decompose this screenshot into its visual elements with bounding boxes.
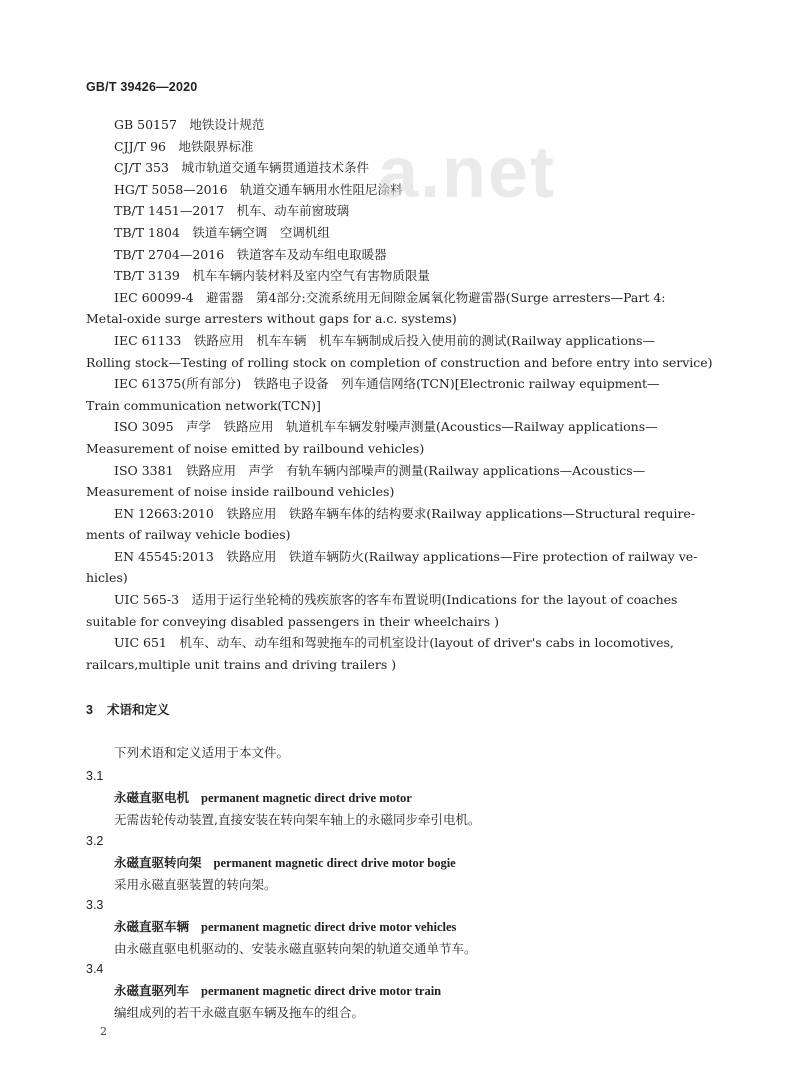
watermark: a.net [378,133,557,213]
reference-line: GB 50157 地铁设计规范 [114,117,265,132]
term-number: 3.2 [86,834,104,848]
reference-item [86,244,706,266]
reference-item [86,416,706,459]
reference-item [86,179,706,201]
reference-line-continued: Rolling stock—Testing of rolling stock on completion of construction and before entry into service) [86,354,713,370]
term-entry [86,895,706,959]
reference-line: CJJ/T 96 地铁限界标准 [114,138,254,154]
term-name-zh: 永磁直驱转向架 [114,855,202,870]
term-entry [86,831,706,895]
reference-item [86,136,706,158]
term-definition: 无需齿轮传动装置,直接安装在转向架车轴上的永磁同步牵引电机。 [114,812,481,827]
reference-item [86,265,706,287]
reference-line-continued: suitable for conveying disabled passengers in their wheelchairs ) [86,613,499,629]
term-number: 3.4 [86,962,104,976]
term-entry [86,959,706,1023]
term-name-en: permanent magnetic direct drive motor train [201,984,442,998]
term-name [86,852,706,874]
reference-line: CJ/T 353 城市轨道交通车辆贯通道技术条件 [114,160,369,176]
reference-line: ISO 3095 声学 铁路应用 轨道机车车辆发射噪声测量(Acoustics—Railway applications— [114,419,658,435]
reference-line-continued: railcars,multiple unit trains and driving trailers ) [86,656,397,672]
reference-line-continued: Train communication network(TCN)] [86,397,321,413]
reference-item [86,460,706,503]
reference-item [86,503,706,546]
reference-line: UIC 651 机车、动车、动车组和驾驶拖车的司机室设计(layout of driver's cabs in locomotives, [114,635,674,651]
term-name-zh: 永磁直驱电机 [114,790,190,805]
section-heading [86,700,169,718]
reference-item [86,157,706,179]
term-number: 3.1 [86,769,104,783]
section-number: 3 [86,703,93,717]
reference-item [86,546,706,589]
term-name-en: permanent magnetic direct drive motor vehicles [201,920,457,934]
term-definition: 编组成列的若干永磁直驱车辆及拖车的组合。 [114,1005,365,1020]
reference-item [86,632,706,675]
term-definition: 由永磁直驱电机驱动的、安装永磁直驱转向架的轨道交通单节车。 [114,941,477,956]
reference-line: TB/T 1804 铁道车辆空调 空调机组 [114,224,330,240]
term-name-zh: 永磁直驱车辆 [114,919,190,934]
reference-line: IEC 60099-4 避雷器 第4部分:交流系统用无间隙金属氧化物避雷器(Surge arresters—Part 4: [114,289,666,305]
reference-line-continued: hicles) [86,570,128,586]
reference-line: TB/T 2704—2016 铁道客车及动车组电取暖器 [114,246,387,262]
reference-item [86,287,706,330]
normative-references-list [86,114,713,675]
reference-item [86,222,706,244]
reference-item [86,114,706,136]
term-definition: 采用永磁直驱装置的转向架。 [114,877,277,892]
section-title: 术语和定义 [106,703,170,717]
reference-line-continued: Measurement of noise emitted by railbound vehicles) [86,440,425,456]
reference-line: IEC 61375(所有部分) 铁路电子设备 列车通信网络(TCN)[Electronic railway equipment— [114,376,660,392]
term-name-zh: 永磁直驱列车 [114,983,190,998]
reference-line: EN 12663:2010 铁路应用 铁路车辆车体的结构要求(Railway applications—Structural require- [114,505,696,521]
reference-line: UIC 565-3 适用于运行坐轮椅的残疾旅客的客车布置说明(Indications for the layout of coaches [114,592,678,608]
reference-line-continued: ments of railway vehicle bodies) [86,527,291,543]
reference-line-continued: Measurement of noise inside railbound vehicles) [86,484,395,500]
term-name [86,916,706,938]
term-number: 3.3 [86,898,104,912]
reference-line: TB/T 3139 机车车辆内装材料及室内空气有害物质限量 [114,268,430,284]
term-name [86,980,706,1002]
reference-line: EN 45545:2013 铁路应用 铁道车辆防火(Railway applications—Fire protection of railway ve- [114,548,698,564]
term-name [86,787,706,809]
page-number: 2 [100,1025,107,1038]
document-id-header: GB/T 39426—2020 [86,80,198,94]
term-name-en: permanent magnetic direct drive motor [201,791,412,805]
reference-item [86,330,713,373]
term-name-en: permanent magnetic direct drive motor bogie [213,856,456,870]
term-entry [86,766,706,830]
reference-line: IEC 61133 铁路应用 机车车辆 机车车辆制成后投入使用前的测试(Railway applications— [114,332,655,348]
reference-item [86,373,706,416]
reference-item [86,200,706,222]
section-intro: 下列术语和定义适用于本文件。 [114,745,290,760]
reference-line: ISO 3381 铁路应用 声学 有轨车辆内部噪声的测量(Railway applications—Acoustics— [114,462,646,478]
reference-line: TB/T 1451—2017 机车、动车前窗玻璃 [114,203,350,219]
reference-item [86,589,706,632]
reference-line-continued: Metal-oxide surge arresters without gaps for a.c. systems) [86,311,457,327]
reference-line: HG/T 5058—2016 轨道交通车辆用水性阻尼涂料 [114,181,403,197]
